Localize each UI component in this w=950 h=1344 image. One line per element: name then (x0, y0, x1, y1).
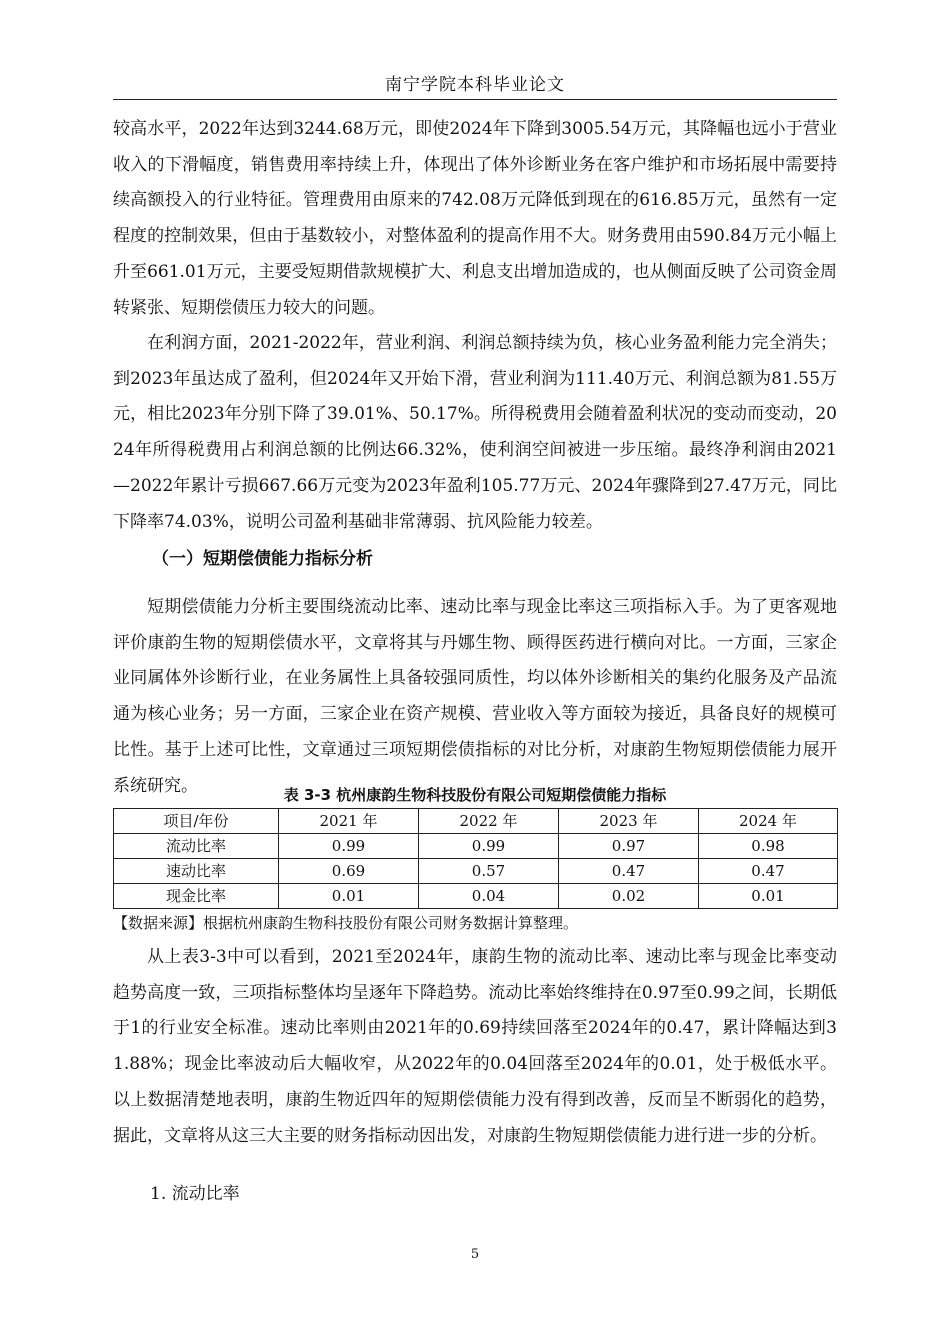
table-cell: 0.98 (699, 834, 838, 859)
paragraph-solvency-intro: 短期偿债能力分析主要围绕流动比率、速动比率与现金比率这三项指标入手。为了更客观地评价康韵生物的短期偿债水平，文章将其与丹娜生物、顾得医药进行横向对比。一方面，三家企业同属体外诊断行业，在业务属性上具备较强同质性，均以体外诊断相关的集约化服务及产品流通为核心业务；另一方面，三家企业在资产规模、营业收入等方面较为接近，具备良好的规模可比性。基于上述可比性，文章通过三项短期偿债指标的对比分析，对康韵生物短期偿债能力展开系统研究。 (113, 597, 837, 796)
table-cell: 0.47 (559, 859, 699, 884)
row-label: 现金比率 (114, 884, 279, 909)
paragraph-profit: 在利润方面，2021-2022年，营业利润、利润总额持续为负，核心业务盈利能力完全消失；到2023年虽达成了盈利，但2024年又开始下滑，营业利润为111.40万元、利润总额为81.55万元，相比2023年分别下降了39.01%、50.17%。所得税费用会随着盈利状况的变动而变动，2024年所得税费用占利润总额的比例达66.32%，使利润空间被进一步压缩。最终净利润由2021—2022年累计亏损667.66万元变为2023年盈利105.77万元、2024年骤降到27.47万元，同比下降率74.03%，说明公司盈利基础非常薄弱、抗风险能力较差。 (113, 333, 837, 532)
table-row (114, 859, 838, 884)
table-header-cell: 2021 年 (279, 809, 419, 834)
table-cell: 0.99 (419, 834, 559, 859)
table-header-cell: 2022 年 (419, 809, 559, 834)
page-header-title: 南宁学院本科毕业论文 (385, 75, 565, 95)
header-divider (113, 99, 837, 100)
table-header-cell: 2023 年 (559, 809, 699, 834)
table-row (114, 884, 838, 909)
paragraph-ratio-analysis: 从上表3-3中可以看到，2021至2024年，康韵生物的流动比率、速动比率与现金比率变动趋势高度一致，三项指标整体均呈逐年下降趋势。流动比率始终维持在0.97至0.99之间，长期低于1的行业安全标准。速动比率则由2021年的0.69持续回落至2024年的0.47，累计降幅达到31.88%；现金比率波动后大幅收窄，从2022年的0.04回落至2024年的0.01，处于极低水平。以上数据清楚地表明，康韵生物近四年的短期偿债能力没有得到改善，反而呈不断弱化的趋势，据此，文章将从这三大主要的财务指标动因出发，对康韵生物短期偿债能力进行进一步的分析。 (113, 947, 837, 1146)
section-heading: （一）短期偿债能力指标分析 (152, 549, 373, 569)
table-cell: 0.69 (279, 859, 419, 884)
table-cell: 0.04 (419, 884, 559, 909)
table-cell: 0.01 (699, 884, 838, 909)
table-caption: 表 3-3 杭州康韵生物科技股份有限公司短期偿债能力指标 (283, 786, 667, 804)
table-cell: 0.01 (279, 884, 419, 909)
paragraph-expenses: 较高水平，2022年达到3244.68万元，即使2024年下降到3005.54万元，其降幅也远小于营业收入的下滑幅度，销售费用率持续上升，体现出了体外诊断业务在客户维护和市场拓展中需要持续高额投入的行业特征。管理费用由原来的742.08万元降低到现在的616.85万元，虽然有一定程度的控制效果，但由于基数较小，对整体盈利的提高作用不大。财务费用由590.84万元小幅上升至661.01万元，主要受短期借款规模扩大、利息支出增加造成的，也从侧面反映了公司资金周转紧张、短期偿债压力较大的问题。 (113, 119, 837, 318)
row-label: 速动比率 (114, 859, 279, 884)
table-header-row (114, 809, 838, 834)
sub-heading-current-ratio: 1. 流动比率 (150, 1184, 240, 1204)
row-label: 流动比率 (114, 834, 279, 859)
table-cell: 0.99 (279, 834, 419, 859)
table-cell: 0.02 (559, 884, 699, 909)
table-cell: 0.47 (699, 859, 838, 884)
table-cell: 0.97 (559, 834, 699, 859)
table-data-source: 【数据来源】根据杭州康韵生物科技股份有限公司财务数据计算整理。 (113, 914, 579, 932)
solvency-ratio-table (113, 808, 838, 909)
table-header-cell: 项目/年份 (114, 809, 279, 834)
table-header-cell: 2024 年 (699, 809, 838, 834)
table-cell: 0.57 (419, 859, 559, 884)
table-row (114, 834, 838, 859)
page-number: 5 (470, 1247, 480, 1262)
